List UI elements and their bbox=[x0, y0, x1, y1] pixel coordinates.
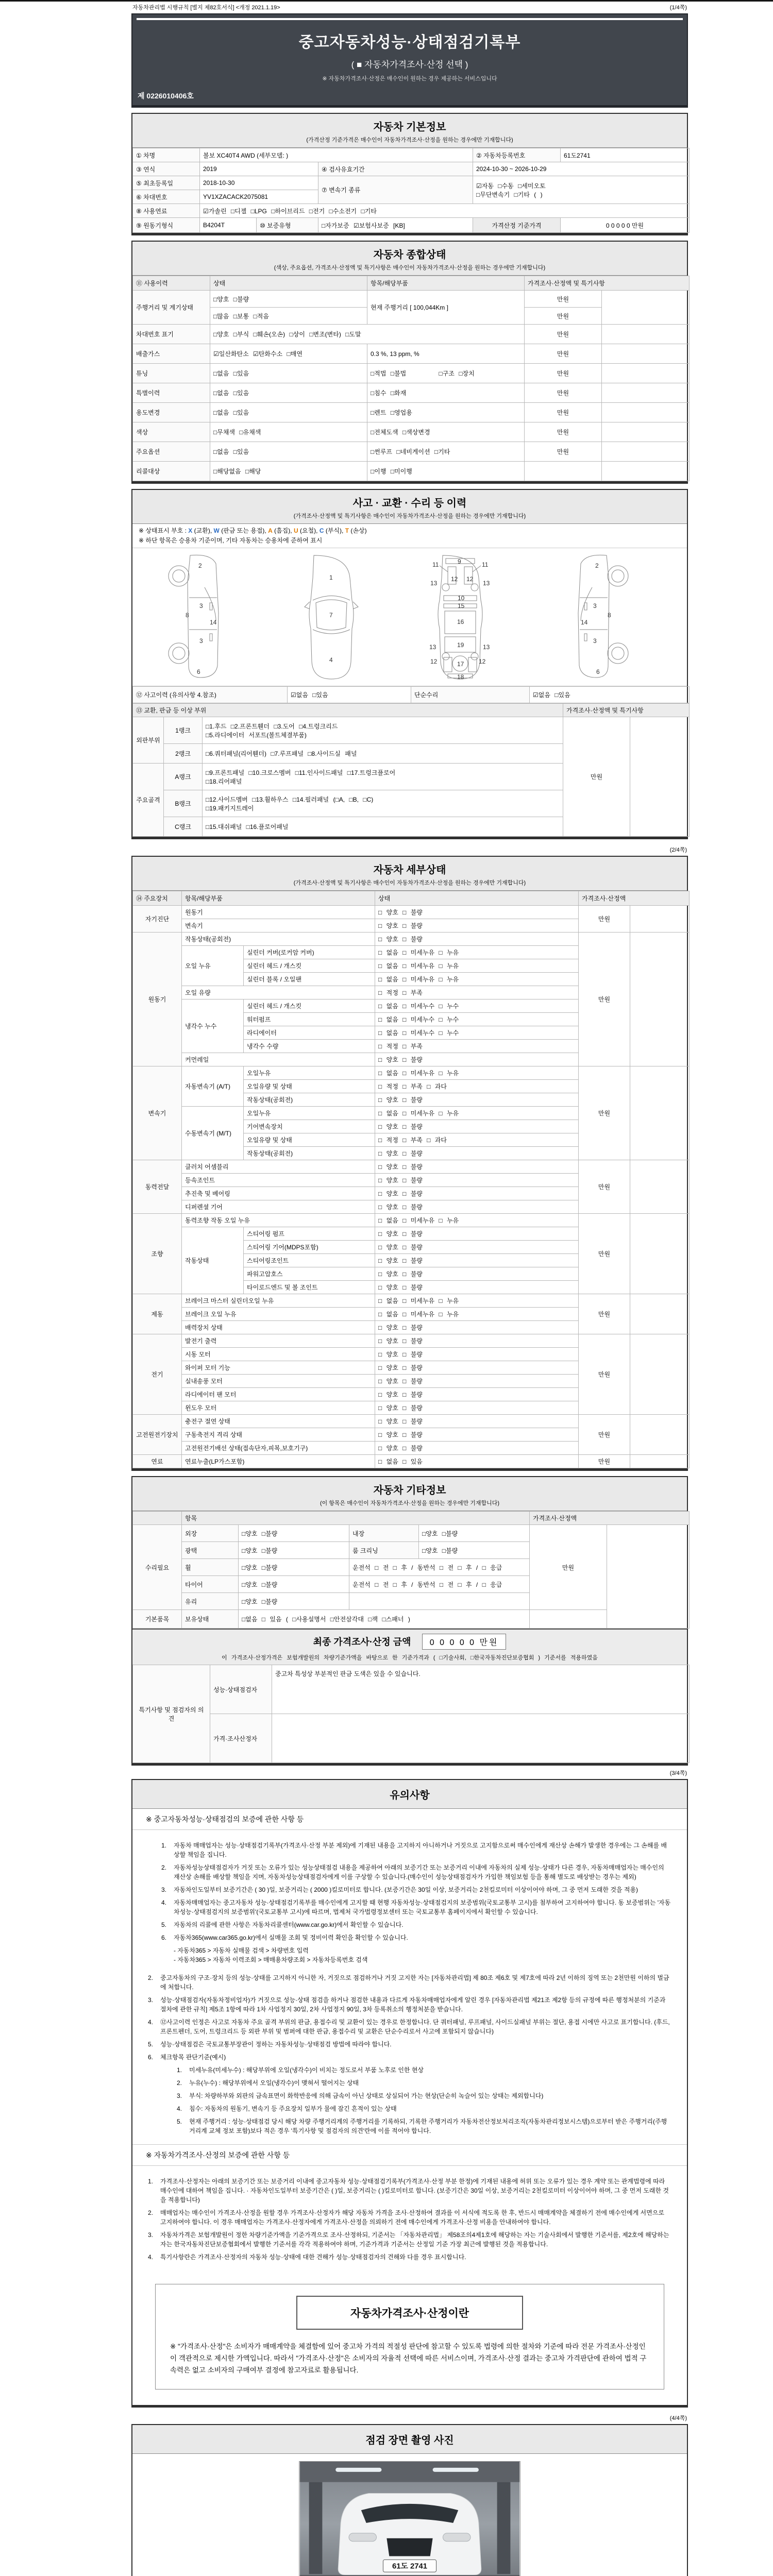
field-label: ③ 연식 bbox=[133, 162, 200, 176]
overall-table bbox=[132, 276, 690, 481]
overall-heading: 자동차 종합상태 bbox=[373, 249, 446, 261]
rank-label: C랭크 bbox=[164, 817, 203, 837]
notice-item: 2. 중고자동차의 구조·장치 등의 성능·상태를 고지하지 아니한 자, 거짓으로 점검하거나 거짓 고지한 자는 [자동차관리법] 제 80조 제6호 및 제7호에 따라 2년 이하의 징역 또는 2천만원 이하의 벌금에 처합니다. bbox=[148, 1974, 669, 1991]
document-note: ※ 자동차가격조사·산정은 매수인이 원하는 경우 제공하는 서비스입니다 bbox=[322, 76, 497, 82]
code-c: C bbox=[319, 527, 324, 534]
svg-text:2: 2 bbox=[595, 562, 599, 569]
notice-list-1 bbox=[132, 1830, 687, 2144]
row-label: 특별이력 bbox=[133, 383, 210, 403]
engine-type-value: B4204T bbox=[200, 218, 257, 233]
notice-item: 6. 체크항목 판단기준(예시) bbox=[148, 2054, 226, 2061]
accident-history-label: ⑫ 사고이력 (유의사항 4.참조) bbox=[133, 687, 288, 703]
section-overall-status bbox=[131, 241, 688, 484]
group-engine: 원동기 bbox=[133, 933, 182, 1066]
field-label: ⑧ 사용연료 bbox=[133, 204, 200, 218]
col-major-device: ⑭ 주요장치 bbox=[133, 891, 182, 906]
etc-table: 항목 가격조사·산정액 수리필요 외장 □양호 □불량 내장 □양호 □불량 만원 광택 □양호 □불량 룸 크리닝 □양호 □불량 휠 □양호 □불량 운전석 □ 전 □ 후 / 동반석 □ 전 □ 후 / □ 응급 타이어 □양호 □불량 운전석 □ 전 □ 후 / 동반석 □ 전 □ 후 / □ 응급 유리 □양호 □불량 기본품목 보유상태 □없음 □ 있음 ( □사용설명서 □안전삼각대 □잭 □스패너 ) bbox=[132, 1511, 690, 1629]
price-cell: 만원 bbox=[525, 325, 602, 344]
tuning-legal-options: □적법 □불법 bbox=[371, 370, 407, 377]
notice-subheader-2: ※ 자동차가격조사·산정의 보증에 관한 사항 등 bbox=[132, 2144, 687, 2166]
rank-items: □9.프론트패널 □10.크로스멤버 □11.인사이드패널 □17.트렁크플로어 □18.리어패널 bbox=[203, 764, 563, 790]
group-basic-items: 기본품목 bbox=[133, 1610, 182, 1629]
group-steering: 조향 bbox=[133, 1214, 182, 1294]
photos-title bbox=[132, 2425, 687, 2454]
recall-options: □해당없음 □해당 bbox=[210, 462, 367, 481]
transmission-options-line2: □무단변속기 □기타 ( ) bbox=[476, 191, 543, 198]
rank-items: □6.쿼터패널(리어휀더) □7.루프패널 □8.사이드실 패널 bbox=[203, 744, 563, 764]
notice-item: 5. 자동차의 리콜에 관한 사항은 자동차리콜센터(www.car.go.kr)에서 확인할 수 있습니다. bbox=[161, 1921, 404, 1928]
svg-text:3: 3 bbox=[593, 637, 597, 645]
notice-item: 6. 자동차365(www.car365.go.kr)에서 실매물 조회 및 정비이력 확인을 확인할 수 있습니다. bbox=[161, 1934, 408, 1941]
section-inspection-photos bbox=[131, 2424, 688, 2576]
overall-title bbox=[132, 242, 687, 276]
basic-info-title bbox=[132, 114, 687, 148]
svg-text:13: 13 bbox=[483, 643, 490, 651]
emission-values: 0.3 %, 13 ppm, % bbox=[367, 344, 525, 364]
photos-body bbox=[132, 2454, 687, 2576]
notice-criteria: 3. 부식: 차량하부와 외판의 금속표면이 화학반응에 의해 금속이 아닌 상태로 상실되어 가는 현상(단순히 녹슬어 있는 상태는 제외합니다) bbox=[177, 2092, 544, 2099]
simple-repair-label: 단순수리 bbox=[411, 687, 530, 703]
svg-text:3: 3 bbox=[199, 602, 203, 609]
notice-subheader-1: ※ 중고자동차성능·상태점검의 보증에 관한 사항 등 bbox=[132, 1809, 687, 1830]
warranty-options: □자가보증 ☑보험사보증 [KB] bbox=[318, 218, 473, 233]
detail-heading: 자동차 세부상태 bbox=[373, 865, 446, 876]
notice-item: 3. 성능·상태점검자(자동차정비업자)가 거짓으로 성능·상태 점검을 하거나 점검한 내용과 다르게 자동차매매업자에게 알린 경우 [자동차관리법 제21조 제2항 등의 규정에 따른 행정처분의 기준과 절차에 관한 규칙] 제5조 1항에 따라 1차 사업정지 30일, 2차 사업정지 90일, 3차 등록취소의 행정처분을 받습니다. bbox=[148, 1996, 666, 2013]
opinion-group: 특기사항 및 점검자의 의견 bbox=[133, 1665, 210, 1763]
notice-sub-line: - 자동차365 > 자동차 이력조회 > 매매용차량조회 > 자동차등록번호 검색 bbox=[174, 1956, 368, 1963]
document-title: 중고자동차성능·상태점검기록부 bbox=[298, 34, 521, 51]
field-label: ⑨ 원동기형식 bbox=[133, 218, 200, 233]
svg-text:13: 13 bbox=[429, 643, 436, 651]
accident-title bbox=[132, 490, 687, 524]
section-notices bbox=[131, 1779, 688, 2408]
inspector-opinion: 중고차 특성상 부분적인 판금 도색은 있을 수 있습니다. bbox=[272, 1665, 690, 1714]
group-main-frame: 주요골격 bbox=[133, 764, 164, 837]
svg-text:6: 6 bbox=[596, 668, 600, 675]
col-item: 항목 bbox=[182, 1512, 530, 1525]
code-u: U bbox=[293, 527, 298, 534]
document-header bbox=[131, 13, 688, 108]
svg-text:8: 8 bbox=[608, 612, 611, 619]
detail-table: ⑭ 주요장치 항목/해당부품 상태 가격조사·산정액 자기진단 원동기 □ 양호 □ 불량 만원 변속기 □ 양호 □ 불량 원동기 작동상태(공회전) □ 양호 □ 불량 만원 오일 누유 실린더 커버(로커암 커버) □ 없음 □ 미세누유 □ 누유 실린더 헤드 / 개스킷 □ 없음 □ 미세누유 □ 누유 실린더 블록 / 오일팬 □ 없음 □ 미세누유 □ 누유 오일 유량 □ 적정 □ 부족 냉각수 누수 실린더 헤드 / 개스킷 □ 없음 □ 미세누수 □ 누수 워터펌프 □ 없음 □ 미세누수 □ 누수 라디에이터 □ 없음 □ 미세누수 □ 누수 냉각수 수량 □ 적정 □ 부족 커먼레일 □ 양호 □ 불량 변속기 자동변속기 (A/T) 오일누유 □ 없음 □ 미세누유 □ 누유 만원 오일유량 및 상태 □ 적정 □ 부족 □ 과다 작동상태(공회전) □ 양호 □ 불량 수동변속기 (M/T) 오일누유 □ 없음 □ 미세누유 □ 누유 기어변속장치 □ 양호 □ 불량 오일유량 및 상태 □ 적정 □ 부족 □ 과다 작동상태(공회전) □ 양호 □ 불량 동력전달 클러치 어셈블리 □ 양호 □ 불량 만원 등속조인트 □ 양호 □ 불량 추진축 및 베어링 □ 양호 □ 불량 디퍼렌셜 기어 □ 양호 □ 불량 조향 동력조향 작동 오일 누유 □ 없음 □ 미세누유 □ 누유 만원 작동상태 스티어링 펌프 □ 양호 □ 불량 스티어링 기어(MDPS포함) □ 양호 □ 불량 스티어링조인트 □ 양호 □ 불량 파워고압호스 □ 양호 □ 불량 타이로드엔드 및 볼 조인트 □ 양호 □ 불량 제동 브레이크 마스터 실린더오일 누유 □ 없음 □ 미세누유 □ 누유 만원 브레이크 오일 누유 □ 없음 □ 미세누유 □ 누유 배력장치 상태 □ 양호 □ 불량 전기 발전기 출력 □ 양호 □ 불량 만원 시동 모터 □ 양호 □ 불량 와이퍼 모터 기능 □ 양호 □ 불량 실내송풍 모터 □ 양호 □ 불량 라디에이터 팬 모터 □ 양호 □ 불량 윈도우 모터 □ 양호 □ 불량 고전원전기장치 충전구 절연 상태 □ 양호 □ 불량 만원 구동축전지 격리 상태 □ 양호 □ 불량 고전원전기배선 상태(접속단자,피복,보호기구) □ 양호 □ 불량 연료 연료누출(LP가스포함) □ 없음 □ 있음 만원 bbox=[132, 891, 690, 1468]
basic-info-note: (가격산정 기준가격은 매수인이 자동차가격조사·산정을 원하는 경우에만 기재합니다) bbox=[306, 137, 513, 143]
note-cell bbox=[602, 344, 690, 364]
note-cell bbox=[630, 717, 690, 837]
notices-title bbox=[132, 1780, 687, 1809]
row-label: 배출가스 bbox=[133, 344, 210, 364]
section-etc-info bbox=[131, 1476, 688, 1766]
row-label: 주행거리 및 계기상태 bbox=[133, 291, 210, 325]
page-mark-4: (4/4쪽) bbox=[669, 2415, 687, 2421]
tuning-type-options: □구조 □장치 bbox=[439, 370, 475, 377]
price-cell: 만원 bbox=[525, 308, 602, 325]
special-history-type: □침수 □화재 bbox=[367, 383, 525, 403]
first-registration-value: 2018-10-30 bbox=[200, 176, 318, 190]
emission-options: ☑일산화탄소 ☑탄화수소 □매연 bbox=[210, 344, 367, 364]
price-cell bbox=[525, 462, 602, 481]
col-price: 가격조사·산정액 bbox=[579, 891, 690, 906]
price-cell: 만원 bbox=[525, 422, 602, 442]
basic-info-table bbox=[132, 148, 690, 233]
diagram-note: ※ 하단 항목은 승용차 기준이며, 기타 자동차는 승용차에 준하여 표시 bbox=[132, 535, 687, 548]
group-transmission: 변속기 bbox=[133, 1066, 182, 1160]
group-repair-needed: 수리필요 bbox=[133, 1525, 182, 1610]
base-price-value: 0 0 0 0 0 만원 bbox=[561, 218, 690, 233]
current-mileage: 현재 주행거리 [ 100,044Km ] bbox=[367, 291, 525, 325]
color-options: □무채색 □유채색 bbox=[210, 422, 367, 442]
rank-label: 1랭크 bbox=[164, 717, 203, 744]
group-electric: 전기 bbox=[133, 1334, 182, 1415]
svg-text:7: 7 bbox=[329, 612, 333, 619]
transmission-options-line1: ☑자동 □수동 □세미오토 bbox=[476, 182, 546, 190]
field-label: ① 차명 bbox=[133, 148, 200, 162]
note-cell bbox=[602, 383, 690, 403]
document-number: 제 0226010406호 bbox=[138, 92, 194, 100]
col-item: 항목/해당부품 bbox=[367, 276, 525, 291]
vin-mark-options: □양호 □부식 □훼손(오손) □상이 □변조(변타) □도말 bbox=[210, 325, 525, 344]
rank-label: B랭크 bbox=[164, 790, 203, 817]
notice-item: 3. 자동차가격은 보험개발원이 정한 차량기준가액을 기준가격으로 조사·산정하되, 기준서는 「자동차관리법」 제58조의4제1호에 해당하는 자는 기술사회에서 발행한 기준서를, 제2호에 해당하는 자는 한국자동차진단보증협회에서 발행한 기준서를 각각 적용하여야 하며, 기준가격과 기준서는 산정일 기준 가장 최근에 발행된 것을 적용합니다. bbox=[148, 2231, 669, 2248]
svg-text:13: 13 bbox=[483, 580, 490, 587]
price-cell: 만원 bbox=[525, 383, 602, 403]
svg-text:11: 11 bbox=[432, 561, 439, 568]
field-label: ④ 검사유효기간 bbox=[318, 162, 473, 176]
group-outer-panel: 외판부위 bbox=[133, 717, 164, 764]
notice-item: 2. 매매업자는 매수인이 가격조사·산정을 원할 경우 가격조사·산정자가 해당 자동차 가격을 조사·산정하여 결과를 이 서식에 적도록 한 후, 반드시 매매계약을 체결하기 전에 매수인에게 서면으로 고지하여야 합니다. 이 경우 매매업자는 가격조사·산정자에게 가격조사·산정을 의뢰하기 전에 매수인에게 가격조사·산정 비용을 안내하여야 합니다. bbox=[148, 2209, 664, 2226]
col-usage-history: ⑪ 사용이력 bbox=[133, 276, 210, 291]
car-damage-diagram bbox=[132, 548, 687, 686]
group-brake: 제동 bbox=[133, 1294, 182, 1334]
notice-item: 3. 자동차인도일부터 보증기간은 ( 30 )일, 보증거리는 ( 2000 )킬로미터로 합니다. (보증기간은 30일 이상, 보증거리는 2천킬로미터 이상이어야 하며, 그 중 먼저 도래한 것을 적용) bbox=[161, 1886, 638, 1893]
notice-item: 4. 자동차매매업자는 중고자동차 성능·상태점검기록부를 매수인에게 고지할 때 현행 자동차성능·상태점검지의 보증범위(국토교통부 고시)를 첨부하여 고지하여야 합니다. 동 보증범위는 '자동차성능·상태점검지의 보증범위'(국토교통부 고시)에 따르며, 법제처 국가법령정보센터 또는 국토교통부 홈페이지에서 확인할 수 있습니다. bbox=[161, 1899, 671, 1916]
etc-note: (이 항목은 매수인이 자동차가격조사·산정을 원하는 경우에만 기재합니다) bbox=[320, 1500, 500, 1506]
note-cell bbox=[602, 422, 690, 442]
code-t: T bbox=[345, 527, 349, 534]
col-price-notes: 가격조사·산정액 및 특기사항 bbox=[525, 276, 690, 291]
rank-items: □1.후드 □2.프론트휀더 □3.도어 □4.트렁크리드 □5.라디에이터 서포트(볼트체결부품) bbox=[203, 717, 563, 744]
option-types: □썬루프 □네비게이션 □기타 bbox=[367, 442, 525, 462]
final-price-label: 최종 가격조사·산정 금액 bbox=[313, 1637, 411, 1647]
row-label: 용도변경 bbox=[133, 403, 210, 422]
inspector-label: 성능·상태점검자 bbox=[210, 1665, 272, 1714]
note-cell bbox=[602, 442, 690, 462]
notice-criteria: 1. 미세누유(미세누수) : 해당부위에 오일(냉각수)이 비치는 정도로서 부품 노후로 인한 현상 bbox=[177, 2066, 424, 2074]
code-w: W bbox=[213, 527, 220, 534]
svg-text:2: 2 bbox=[198, 562, 202, 569]
svg-text:6: 6 bbox=[197, 668, 200, 675]
svg-text:12: 12 bbox=[430, 658, 438, 665]
overall-note: (색상, 주요옵션, 가격조사·산정액 및 특기사항은 매수인이 자동차가격조사·산정을 원하는 경우에만 기재합니다) bbox=[274, 265, 546, 271]
exchange-price-header: 가격조사·산정액 및 특기사항 bbox=[563, 704, 690, 717]
status-code-legend: ※ 상태표시 부호 : X (교환), W (판금 또는 용접), A (흠집), U (요철), C (부식), T (손상) bbox=[139, 527, 367, 534]
price-cell: 만원 bbox=[525, 442, 602, 462]
notice-list-2 bbox=[132, 2166, 687, 2270]
price-cell: 만원 bbox=[525, 403, 602, 422]
price-cell: 만원 bbox=[525, 291, 602, 308]
rank-label: A랭크 bbox=[164, 764, 203, 790]
page-mark-3: (3/4쪽) bbox=[669, 1770, 687, 1776]
appraiser-opinion bbox=[272, 1714, 690, 1763]
price-cell: 만원 bbox=[525, 364, 602, 383]
svg-text:17: 17 bbox=[457, 660, 464, 668]
detail-title bbox=[132, 857, 687, 891]
section-accident-history bbox=[131, 489, 688, 839]
section-detail-status bbox=[131, 856, 688, 1471]
notice-item: 1. 가격조사·산정자는 아래의 보증기간 또는 보증거리 이내에 중고자동차 성능·상태점검기록부(가격조사·산정 부분 한정)에 기재된 내용에 허위 또는 오류가 있는 경우 계약 또는 관계법령에 따라 매수인에 대하여 책임을 집니다. · 자동차인도일부터 보증기간은 ( )일, 보증거리는 ( )킬로미터로 합니다. (보증기간은 30일 이상, 보증거리는 2천킬로미터 이상이어야 하며, 그 중 먼저 도래한 것을 적용합니다) bbox=[148, 2178, 669, 2204]
svg-text:1: 1 bbox=[329, 574, 333, 581]
repaint-options: □전체도색 □색상변경 bbox=[367, 422, 525, 442]
col-status: 상태 bbox=[210, 276, 367, 291]
base-price-label: 가격산정 기준가격 bbox=[473, 218, 561, 233]
notice-criteria: 2. 누유(누수) : 해당부위에서 오일(냉각수)이 맺혀서 떨어지는 상태 bbox=[177, 2079, 359, 2087]
svg-text:16: 16 bbox=[457, 618, 464, 625]
tuning-detail bbox=[367, 364, 525, 383]
code-x: X bbox=[188, 527, 193, 534]
svg-text:8: 8 bbox=[186, 612, 189, 619]
svg-text:12: 12 bbox=[466, 575, 474, 583]
field-label: ⑤ 최초등록일 bbox=[133, 176, 200, 190]
tuning-options: □없음 □있음 bbox=[210, 364, 367, 383]
rank-label: 2랭크 bbox=[164, 744, 203, 764]
field-label: ⑩ 보증유형 bbox=[257, 218, 318, 233]
simple-repair-options: ☑없음 □있음 bbox=[530, 687, 690, 703]
recall-done-options: □이행 □미이행 bbox=[367, 462, 525, 481]
field-label: ② 자동차등록번호 bbox=[473, 148, 561, 162]
accident-history-options: ☑없음 □있음 bbox=[288, 687, 411, 703]
form-reference: 자동차관리법 시행규칙 [별지 제82호서식] <개정 2021.1.19> bbox=[132, 5, 280, 11]
svg-text:12: 12 bbox=[479, 658, 486, 665]
note-cell bbox=[602, 364, 690, 383]
note-cell bbox=[602, 325, 690, 344]
exchange-header: ⑬ 교환, 판금 등 이상 부위 bbox=[133, 704, 563, 717]
notice-item: 4. ⑫사고이력 인정은 사고로 자동차 주요 골격 부위의 판금, 용접수리 및 교환이 있는 경우로 한정합니다. 단 쿼터패널, 루프패널, 사이드실패널 부위는 절단, 용접 시에만 사고로 표기합니다. (후드, 프론트펜더, 도어, 트렁크리드 등 외판 부위 및 범퍼에 대한 판금, 용접수리 및 교환은 단순수리로서 사고에 포함되지 않습니다) bbox=[148, 2019, 670, 2035]
price-appraisal-body: ※ "가격조사·산정"은 소비자가 매매계약을 체결함에 있어 중고차 가격의 적절성 판단에 참고할 수 있도록 법령에 의한 절차와 기준에 따라 전문 가격조사·산정인이 객관적으로 제시한 가액입니다. 따라서 "가격조사·산정"은 소비자의 자율적 선택에 따른 서비스이며, 가격조사·산정 결과는 중고차 가격판단에 관하여 법적 구속력은 없고 소비자의 구매여부 결정에 참고자료로 활용됩니다. bbox=[170, 2343, 647, 2374]
code-a: A bbox=[268, 527, 273, 534]
car-name-value: 볼보 XC40T4 AWD (세부모델: ) bbox=[200, 148, 473, 162]
col-item-part: 항목/해당부품 bbox=[182, 891, 375, 906]
svg-text:9: 9 bbox=[458, 558, 461, 565]
row-label: 리콜대상 bbox=[133, 462, 210, 481]
usage-change-type: □렌트 □영업용 bbox=[367, 403, 525, 422]
car-views-svg bbox=[132, 551, 687, 681]
col-price: 가격조사·산정액 bbox=[530, 1512, 690, 1525]
page-mark-1: (1/4쪽) bbox=[669, 5, 687, 11]
svg-text:61도 2741: 61도 2741 bbox=[392, 2562, 428, 2571]
mileage-amount-options: □많음 □보통 □적음 bbox=[210, 308, 367, 325]
mileage-status-options: □양호 □불량 bbox=[210, 291, 367, 308]
accident-flag-table bbox=[132, 686, 690, 703]
appraiser-label: 가격·조사산정자 bbox=[210, 1714, 272, 1763]
group-self-diagnosis: 자기진단 bbox=[133, 906, 182, 933]
notice-sub-line: - 자동차365 > 자동차 실매물 검색 > 차량번호 입력 bbox=[174, 1947, 309, 1954]
page-mark-2: (2/4쪽) bbox=[669, 847, 687, 853]
header-rule bbox=[137, 18, 683, 20]
svg-text:14: 14 bbox=[210, 619, 217, 626]
vin-value: YV1XZACACK2075081 bbox=[200, 190, 318, 204]
notice-criteria: 5. 현재 주행거리 : 성능·상태점검 당시 해당 차량 주행거리계의 주행거리를 기록하되, 기록한 주행거리가 자동차전산정보처리조직(자동차관리정보시스템)으로부터 받은 주행거리(주행거리계 교체 정보 포함)보다 적은 경우 '특기사항 및 점검자의 의견'란에 이를 적어야 합니다. bbox=[177, 2118, 667, 2134]
price-cell: 만원 bbox=[563, 717, 630, 837]
photos-heading: 점검 장면 촬영 사진 bbox=[365, 2434, 454, 2446]
special-history-options: □없음 □있음 bbox=[210, 383, 367, 403]
svg-text:11: 11 bbox=[482, 561, 489, 568]
svg-text:12: 12 bbox=[451, 575, 458, 583]
accident-heading: 사고 · 교환 · 수리 등 이력 bbox=[352, 498, 467, 509]
rank-items: □12.사이드멤버 □13.휠하우스 □14.필러패널 (□A, □B, □C) □19.패키지트레이 bbox=[203, 790, 563, 817]
notice-item: 5. 성능·상태점검은 국토교통부장관이 정하는 자동차성능·상태점검 방법에 따라야 합니다. bbox=[148, 2041, 392, 2048]
col-status: 상태 bbox=[375, 891, 579, 906]
price-cell: 만원 bbox=[525, 344, 602, 364]
notice-criteria: 4. 침수: 자동차의 원동기, 변속기 등 주요장치 일부가 물에 잠긴 흔적이 있는 상태 bbox=[177, 2105, 397, 2112]
svg-text:14: 14 bbox=[581, 619, 588, 626]
row-label: 차대번호 표기 bbox=[133, 325, 210, 344]
section-basic-info bbox=[131, 113, 688, 235]
opinion-table bbox=[132, 1665, 690, 1763]
group-high-voltage: 고전원전기장치 bbox=[133, 1415, 182, 1455]
price-appraisal-title: 자동차가격조사·산정이란 bbox=[296, 2296, 523, 2330]
svg-text:10: 10 bbox=[458, 595, 465, 602]
note-cell bbox=[602, 403, 690, 422]
accident-note: (가격조사·산정액 및 특기사항은 매수인이 자동차가격조사·산정을 원하는 경우에만 기재합니다) bbox=[293, 513, 526, 519]
etc-title bbox=[132, 1477, 687, 1511]
detail-note: (가격조사·산정액 및 특기사항은 매수인이 자동차가격조사·산정을 원하는 경우에만 기재합니다) bbox=[293, 880, 526, 886]
note-cell bbox=[602, 462, 690, 481]
basic-info-heading: 자동차 기본정보 bbox=[373, 122, 446, 133]
rank-items: □15.대쉬패널 □16.플로어패널 bbox=[203, 817, 563, 837]
price-appraisal-info-box bbox=[155, 2284, 664, 2389]
row-label: 주요옵션 bbox=[133, 442, 210, 462]
group-fuel: 연료 bbox=[133, 1455, 182, 1468]
document-subtitle: ( ■ 자동차가격조사·산정 선택 ) bbox=[351, 60, 468, 70]
group-powertrain: 동력전달 bbox=[133, 1160, 182, 1214]
usage-change-options: □없음 □있음 bbox=[210, 403, 367, 422]
fuel-options: ☑가솔린 □디젤 □LPG □하이브리드 □전기 □수소전기 □기타 bbox=[200, 204, 690, 218]
transmission-options bbox=[473, 176, 690, 204]
inspection-photo-front bbox=[299, 2461, 520, 2576]
top-meta bbox=[131, 2, 688, 13]
field-label: ⑥ 차대번호 bbox=[133, 190, 200, 204]
svg-text:19: 19 bbox=[457, 641, 464, 649]
final-price-note: 이 가격조사·산정가격은 보험개발원의 차량기준가액을 바탕으로 한 기준가격과 ( □기술사회, □한국자동차진단보증협회 ) 기준서를 적용하였음 bbox=[222, 1655, 598, 1661]
svg-text:4: 4 bbox=[329, 656, 333, 664]
svg-text:13: 13 bbox=[430, 580, 438, 587]
notices-heading: 유의사항 bbox=[390, 1790, 430, 1801]
svg-text:3: 3 bbox=[199, 637, 203, 645]
etc-heading: 자동차 기타정보 bbox=[373, 1485, 446, 1496]
field-label: ⑦ 변속기 종류 bbox=[318, 176, 473, 204]
option-presence: □없음 □있음 bbox=[210, 442, 367, 462]
plate-number-value: 61도2741 bbox=[561, 148, 690, 162]
row-label: 색상 bbox=[133, 422, 210, 442]
svg-text:3: 3 bbox=[593, 602, 597, 609]
final-price-band bbox=[132, 1629, 687, 1665]
notice-item: 4. 특기사항란은 가격조사·산정자의 자동차 성능·상태에 대한 견해가 성능·상태점검자의 견해와 다를 경우 표시합니다. bbox=[148, 2253, 466, 2261]
exchange-panel-table bbox=[132, 703, 690, 837]
notice-item: 2. 자동차성능상태점검자가 거짓 또는 오류가 있는 성능상태점검 내용을 제공하여 아래의 보증기간 또는 보증거리 이내에 자동차의 실제 성능·상태가 다른 경우, 자동차매매업자는 매수인의 재산상 손해를 배상할 책임을 지며, 자동차성능상태점검자에게 이를 구상할 수 있습니다.(매수인이 성능상태점검자가 가입한 책임보험 등을 통해 별도로 배상받는 경우는 제외) bbox=[161, 1864, 664, 1880]
notice-item: 1. 자동차 매매업자는 성능·상태점검기록부(가격조사·산정 부분 제외)에 기재된 내용을 고지하지 아니하거나 거짓으로 고지함으로써 매수인에게 재산상 손해가 발생한 경우에는 그 손해를 배상할 책임을 집니다. bbox=[161, 1842, 667, 1858]
inspection-period-value: 2024-10-30 ~ 2026-10-29 bbox=[473, 162, 690, 176]
note-cell bbox=[602, 291, 690, 325]
row-label: 튜닝 bbox=[133, 364, 210, 383]
svg-text:15: 15 bbox=[458, 602, 465, 609]
svg-text:18: 18 bbox=[457, 673, 464, 681]
model-year-value: 2019 bbox=[200, 162, 318, 176]
final-price-amount: 0 0 0 0 0 만원 bbox=[422, 1634, 507, 1650]
